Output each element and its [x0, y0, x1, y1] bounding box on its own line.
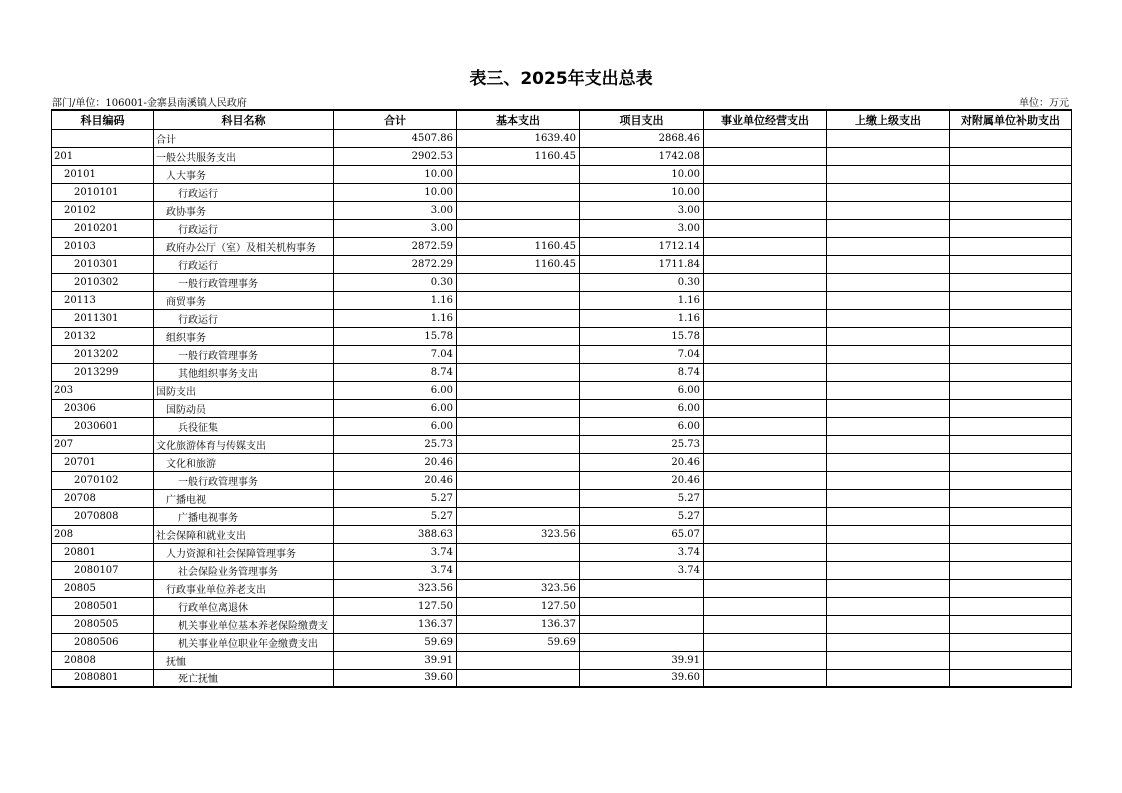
cell-code: 2010101: [52, 183, 154, 201]
cell-subsidy: [950, 147, 1072, 165]
cell-total: 6.00: [334, 417, 457, 435]
cell-name: 政府办公厅（室）及相关机构事务: [154, 237, 334, 255]
cell-upper: [827, 381, 950, 399]
cell-name: 一般公共服务支出: [154, 147, 334, 165]
cell-code: 20101: [52, 165, 154, 183]
cell-basic: [457, 507, 580, 525]
cell-project: 8.74: [580, 363, 704, 381]
table-row: [52, 291, 1072, 309]
cell-subsidy: [950, 363, 1072, 381]
cell-basic: 136.37: [457, 615, 580, 633]
cell-name: 行政单位离退休: [154, 597, 334, 615]
cell-total: 7.04: [334, 345, 457, 363]
cell-upper: [827, 453, 950, 471]
cell-code: 2080801: [52, 669, 154, 687]
cell-upper: [827, 201, 950, 219]
cell-total: 3.74: [334, 561, 457, 579]
table-row: [52, 597, 1072, 615]
column-header-code: 科目编码: [52, 110, 154, 129]
cell-code: 2070808: [52, 507, 154, 525]
unit-label: 单位：万元: [1019, 98, 1069, 109]
cell-code: 2010201: [52, 219, 154, 237]
cell-total: 136.37: [334, 615, 457, 633]
cell-business: [704, 327, 827, 345]
cell-total: 10.00: [334, 183, 457, 201]
cell-subsidy: [950, 291, 1072, 309]
table-row: [52, 489, 1072, 507]
cell-business: [704, 597, 827, 615]
column-header-project: 项目支出: [580, 110, 704, 129]
cell-name: 行政运行: [154, 219, 334, 237]
cell-business: [704, 453, 827, 471]
cell-basic: [457, 363, 580, 381]
cell-business: [704, 417, 827, 435]
cell-total: 2872.29: [334, 255, 457, 273]
cell-subsidy: [950, 597, 1072, 615]
cell-total: 59.69: [334, 633, 457, 651]
column-header-subsidy: 对附属单位补助支出: [950, 110, 1072, 129]
table-row: [52, 129, 1072, 147]
cell-code: 2070102: [52, 471, 154, 489]
cell-total: 20.46: [334, 453, 457, 471]
cell-total: 25.73: [334, 435, 457, 453]
cell-basic: [457, 669, 580, 687]
cell-subsidy: [950, 399, 1072, 417]
cell-project: 0.30: [580, 273, 704, 291]
cell-upper: [827, 651, 950, 669]
cell-upper: [827, 615, 950, 633]
cell-business: [704, 219, 827, 237]
cell-upper: [827, 597, 950, 615]
cell-name: 一般行政管理事务: [154, 345, 334, 363]
cell-basic: [457, 489, 580, 507]
cell-subsidy: [950, 615, 1072, 633]
table-row: [52, 633, 1072, 651]
cell-upper: [827, 255, 950, 273]
cell-code: 20708: [52, 489, 154, 507]
cell-business: [704, 183, 827, 201]
cell-subsidy: [950, 525, 1072, 543]
cell-basic: 1639.40: [457, 129, 580, 147]
cell-name: 行政运行: [154, 183, 334, 201]
cell-basic: [457, 471, 580, 489]
cell-business: [704, 147, 827, 165]
cell-subsidy: [950, 237, 1072, 255]
cell-code: 2013299: [52, 363, 154, 381]
cell-name: 社会保险业务管理事务: [154, 561, 334, 579]
cell-business: [704, 363, 827, 381]
cell-name: 机关事业单位职业年金缴费支出: [154, 633, 334, 651]
column-header-basic: 基本支出: [457, 110, 580, 129]
table-row: [52, 399, 1072, 417]
table-row: [52, 201, 1072, 219]
cell-business: [704, 129, 827, 147]
cell-total: 20.46: [334, 471, 457, 489]
expenditure-table: [51, 109, 1072, 688]
cell-business: [704, 273, 827, 291]
cell-project: [580, 597, 704, 615]
cell-total: 323.56: [334, 579, 457, 597]
cell-name: 国防动员: [154, 399, 334, 417]
cell-project: 1.16: [580, 291, 704, 309]
cell-code: 2080506: [52, 633, 154, 651]
cell-total: 10.00: [334, 165, 457, 183]
cell-project: 65.07: [580, 525, 704, 543]
cell-total: 5.27: [334, 507, 457, 525]
cell-basic: [457, 327, 580, 345]
cell-business: [704, 201, 827, 219]
cell-total: 15.78: [334, 327, 457, 345]
cell-project: 5.27: [580, 507, 704, 525]
table-row: [52, 237, 1072, 255]
cell-code: 20701: [52, 453, 154, 471]
cell-project: 6.00: [580, 417, 704, 435]
cell-subsidy: [950, 543, 1072, 561]
cell-upper: [827, 183, 950, 201]
table-row: [52, 615, 1072, 633]
cell-upper: [827, 417, 950, 435]
table-row: [52, 273, 1072, 291]
cell-subsidy: [950, 489, 1072, 507]
cell-code: 20103: [52, 237, 154, 255]
cell-basic: [457, 561, 580, 579]
column-header-upper: 上缴上级支出: [827, 110, 950, 129]
cell-subsidy: [950, 417, 1072, 435]
cell-upper: [827, 489, 950, 507]
table-row: [52, 381, 1072, 399]
column-header-total: 合计: [334, 110, 457, 129]
cell-subsidy: [950, 183, 1072, 201]
cell-total: 39.91: [334, 651, 457, 669]
cell-project: 3.00: [580, 219, 704, 237]
department-label: 部门/单位：106001-金寨县南溪镇人民政府: [52, 98, 247, 109]
cell-name: 抚恤: [154, 651, 334, 669]
cell-project: 20.46: [580, 471, 704, 489]
cell-total: 3.00: [334, 201, 457, 219]
cell-business: [704, 255, 827, 273]
cell-upper: [827, 579, 950, 597]
table-row: [52, 579, 1072, 597]
cell-subsidy: [950, 255, 1072, 273]
cell-project: 39.60: [580, 669, 704, 687]
cell-basic: [457, 273, 580, 291]
page-title: 表三、2025年支出总表: [469, 69, 653, 89]
table-header-row: [52, 110, 1072, 129]
cell-basic: 127.50: [457, 597, 580, 615]
cell-basic: 323.56: [457, 525, 580, 543]
cell-basic: [457, 435, 580, 453]
cell-business: [704, 615, 827, 633]
cell-code: 201: [52, 147, 154, 165]
cell-subsidy: [950, 507, 1072, 525]
cell-business: [704, 669, 827, 687]
cell-project: 10.00: [580, 165, 704, 183]
cell-subsidy: [950, 129, 1072, 147]
table-row: [52, 327, 1072, 345]
cell-upper: [827, 291, 950, 309]
cell-name: 兵役征集: [154, 417, 334, 435]
cell-code: 2080107: [52, 561, 154, 579]
cell-code: 20805: [52, 579, 154, 597]
cell-basic: 1160.45: [457, 237, 580, 255]
cell-basic: [457, 201, 580, 219]
cell-project: 1.16: [580, 309, 704, 327]
cell-business: [704, 399, 827, 417]
cell-subsidy: [950, 273, 1072, 291]
table-row: [52, 453, 1072, 471]
cell-business: [704, 345, 827, 363]
cell-code: 20808: [52, 651, 154, 669]
cell-business: [704, 579, 827, 597]
cell-project: 6.00: [580, 381, 704, 399]
cell-name: 行政运行: [154, 309, 334, 327]
cell-upper: [827, 147, 950, 165]
cell-project: [580, 615, 704, 633]
table-row: [52, 165, 1072, 183]
cell-upper: [827, 507, 950, 525]
cell-total: 39.60: [334, 669, 457, 687]
cell-basic: 323.56: [457, 579, 580, 597]
cell-name: 社会保障和就业支出: [154, 525, 334, 543]
cell-basic: [457, 183, 580, 201]
table-row: [52, 561, 1072, 579]
cell-name: 国防支出: [154, 381, 334, 399]
cell-upper: [827, 219, 950, 237]
cell-name: 政协事务: [154, 201, 334, 219]
cell-project: 1712.14: [580, 237, 704, 255]
table-row: [52, 345, 1072, 363]
cell-total: 6.00: [334, 399, 457, 417]
cell-name: 机关事业单位基本养老保险缴费支: [154, 615, 334, 633]
cell-subsidy: [950, 633, 1072, 651]
cell-business: [704, 651, 827, 669]
cell-subsidy: [950, 435, 1072, 453]
cell-name: 广播电视: [154, 489, 334, 507]
cell-business: [704, 309, 827, 327]
cell-code: 2030601: [52, 417, 154, 435]
cell-subsidy: [950, 381, 1072, 399]
cell-subsidy: [950, 471, 1072, 489]
cell-total: 3.74: [334, 543, 457, 561]
cell-business: [704, 165, 827, 183]
cell-upper: [827, 669, 950, 687]
cell-subsidy: [950, 345, 1072, 363]
cell-upper: [827, 363, 950, 381]
cell-business: [704, 381, 827, 399]
cell-upper: [827, 525, 950, 543]
cell-project: 20.46: [580, 453, 704, 471]
cell-name: 组织事务: [154, 327, 334, 345]
cell-project: 3.00: [580, 201, 704, 219]
cell-basic: [457, 291, 580, 309]
table-row: [52, 507, 1072, 525]
cell-business: [704, 489, 827, 507]
cell-basic: [457, 399, 580, 417]
cell-name: 人力资源和社会保障管理事务: [154, 543, 334, 561]
cell-project: 15.78: [580, 327, 704, 345]
cell-business: [704, 291, 827, 309]
cell-code: 2080501: [52, 597, 154, 615]
cell-business: [704, 525, 827, 543]
cell-code: 203: [52, 381, 154, 399]
table-row: [52, 147, 1072, 165]
cell-upper: [827, 327, 950, 345]
cell-business: [704, 561, 827, 579]
cell-name: 合计: [154, 129, 334, 147]
cell-total: 1.16: [334, 291, 457, 309]
cell-subsidy: [950, 579, 1072, 597]
cell-upper: [827, 129, 950, 147]
cell-upper: [827, 273, 950, 291]
cell-project: 1742.08: [580, 147, 704, 165]
table-row: [52, 669, 1072, 687]
cell-subsidy: [950, 327, 1072, 345]
cell-project: 3.74: [580, 561, 704, 579]
cell-business: [704, 471, 827, 489]
cell-total: 2902.53: [334, 147, 457, 165]
cell-name: 其他组织事务支出: [154, 363, 334, 381]
cell-basic: 59.69: [457, 633, 580, 651]
cell-project: 2868.46: [580, 129, 704, 147]
cell-upper: [827, 165, 950, 183]
table-row: [52, 363, 1072, 381]
cell-total: 3.00: [334, 219, 457, 237]
cell-name: 商贸事务: [154, 291, 334, 309]
cell-project: 39.91: [580, 651, 704, 669]
table-row: [52, 309, 1072, 327]
cell-name: 行政运行: [154, 255, 334, 273]
cell-code: 20113: [52, 291, 154, 309]
cell-code: 2080505: [52, 615, 154, 633]
cell-basic: [457, 309, 580, 327]
table-row: [52, 471, 1072, 489]
cell-project: 25.73: [580, 435, 704, 453]
cell-basic: [457, 453, 580, 471]
cell-code: 2010302: [52, 273, 154, 291]
cell-basic: [457, 345, 580, 363]
table-row: [52, 219, 1072, 237]
cell-subsidy: [950, 651, 1072, 669]
cell-total: 5.27: [334, 489, 457, 507]
column-header-business: 事业单位经营支出: [704, 110, 827, 129]
table-row: [52, 525, 1072, 543]
cell-code: 20132: [52, 327, 154, 345]
cell-code: 20102: [52, 201, 154, 219]
cell-total: 0.30: [334, 273, 457, 291]
cell-total: 1.16: [334, 309, 457, 327]
cell-total: 4507.86: [334, 129, 457, 147]
cell-basic: [457, 543, 580, 561]
cell-project: 1711.84: [580, 255, 704, 273]
cell-business: [704, 543, 827, 561]
cell-subsidy: [950, 669, 1072, 687]
cell-total: 388.63: [334, 525, 457, 543]
cell-upper: [827, 471, 950, 489]
table-row: [52, 435, 1072, 453]
cell-upper: [827, 435, 950, 453]
cell-project: [580, 579, 704, 597]
cell-name: 广播电视事务: [154, 507, 334, 525]
cell-upper: [827, 345, 950, 363]
cell-name: 一般行政管理事务: [154, 273, 334, 291]
cell-upper: [827, 633, 950, 651]
cell-subsidy: [950, 309, 1072, 327]
cell-subsidy: [950, 165, 1072, 183]
column-header-name: 科目名称: [154, 110, 334, 129]
cell-upper: [827, 309, 950, 327]
cell-basic: 1160.45: [457, 147, 580, 165]
cell-business: [704, 237, 827, 255]
cell-project: 10.00: [580, 183, 704, 201]
cell-name: 文化旅游体育与传媒支出: [154, 435, 334, 453]
cell-basic: 1160.45: [457, 255, 580, 273]
cell-basic: [457, 165, 580, 183]
cell-subsidy: [950, 453, 1072, 471]
cell-code: 20306: [52, 399, 154, 417]
cell-subsidy: [950, 201, 1072, 219]
table-row: [52, 651, 1072, 669]
table-row: [52, 417, 1072, 435]
cell-project: 3.74: [580, 543, 704, 561]
table-row: [52, 255, 1072, 273]
cell-code: 2011301: [52, 309, 154, 327]
cell-project: 6.00: [580, 399, 704, 417]
cell-code: 207: [52, 435, 154, 453]
cell-subsidy: [950, 561, 1072, 579]
cell-basic: [457, 651, 580, 669]
cell-basic: [457, 417, 580, 435]
cell-code: 208: [52, 525, 154, 543]
cell-business: [704, 633, 827, 651]
cell-basic: [457, 219, 580, 237]
table-row: [52, 183, 1072, 201]
table-row: [52, 543, 1072, 561]
cell-code: 2013202: [52, 345, 154, 363]
cell-upper: [827, 561, 950, 579]
cell-project: 5.27: [580, 489, 704, 507]
cell-code: [52, 129, 154, 147]
cell-total: 127.50: [334, 597, 457, 615]
cell-subsidy: [950, 219, 1072, 237]
cell-business: [704, 507, 827, 525]
cell-code: 2010301: [52, 255, 154, 273]
cell-upper: [827, 237, 950, 255]
cell-name: 人大事务: [154, 165, 334, 183]
cell-code: 20801: [52, 543, 154, 561]
cell-business: [704, 435, 827, 453]
cell-name: 死亡抚恤: [154, 669, 334, 687]
cell-upper: [827, 543, 950, 561]
cell-total: 8.74: [334, 363, 457, 381]
cell-name: 行政事业单位养老支出: [154, 579, 334, 597]
cell-name: 一般行政管理事务: [154, 471, 334, 489]
cell-basic: [457, 381, 580, 399]
cell-upper: [827, 399, 950, 417]
cell-total: 6.00: [334, 381, 457, 399]
cell-name: 文化和旅游: [154, 453, 334, 471]
cell-project: 7.04: [580, 345, 704, 363]
cell-project: [580, 633, 704, 651]
cell-total: 2872.59: [334, 237, 457, 255]
